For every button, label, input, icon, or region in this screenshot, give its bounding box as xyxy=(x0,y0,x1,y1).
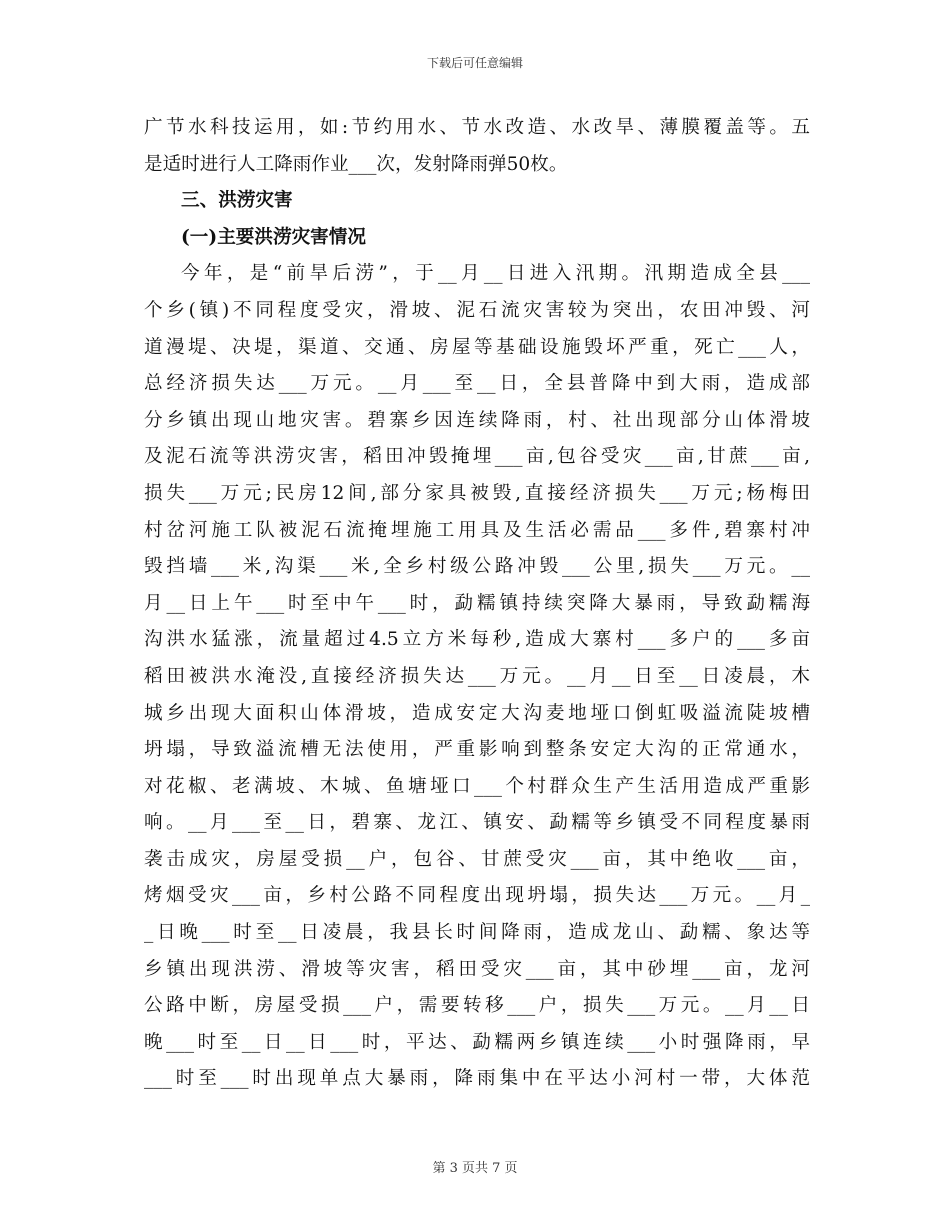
sub-heading: (一)主要洪涝灾害情况 xyxy=(181,226,366,248)
paragraph-line: 晚___时至__日__日___时，平达、勐糯两乡镇连续___小时强降雨，早 xyxy=(144,1031,810,1053)
paragraph-line: 今年，是“前旱后涝”，于__月__日进入汛期。汛期造成全县___ xyxy=(181,263,810,285)
paragraph-line: 村岔河施工队被泥石流掩埋施工用具及生活必需品___多件,碧寨村冲 xyxy=(144,519,810,541)
paragraph-line: 稻田被洪水淹没,直接经济损失达___万元。__月__日至__日凌晨，木 xyxy=(144,665,810,687)
paragraph-line: 总经济损失达___万元。__月___至__日，全县普降中到大雨，造成部 xyxy=(144,373,810,395)
paragraph-line: 坍塌，导致溢流槽无法使用，严重影响到整条安定大沟的正常通水， xyxy=(144,739,810,761)
paragraph-line: 及泥石流等洪涝灾害，稻田冲毁掩埋___亩,包谷受灾___亩,甘蔗___亩, xyxy=(144,446,810,468)
paragraph-line: 月__日上午___时至中午___时，勐糯镇持续突降大暴雨，导致勐糯海 xyxy=(144,592,810,614)
paragraph-line: 烤烟受灾___亩，乡村公路不同程度出现坍塌，损失达___万元。__月_ xyxy=(144,885,810,907)
paragraph-line: 沟洪水猛涨，流量超过4.5立方米每秒,造成大寨村___多户的___多亩 xyxy=(144,629,810,651)
paragraph-line: 公路中断，房屋受损___户，需要转移___户，损失___万元。__月__日 xyxy=(144,995,810,1017)
paragraph-line: 道漫堤、决堤，渠道、交通、房屋等基础设施毁坏严重，死亡___人， xyxy=(144,336,810,358)
paragraph-line: 是适时进行人工降雨作业___次，发射降雨弹50枚。 xyxy=(144,153,568,175)
document-body xyxy=(144,110,810,1098)
paragraph-line: 分乡镇出现山地灾害。碧寨乡因连续降雨，村、社出现部分山体滑坡 xyxy=(144,409,810,431)
paragraph-line: 乡镇出现洪涝、滑坡等灾害，稻田受灾___亩，其中砂埋___亩，龙河 xyxy=(144,958,810,980)
paragraph-line: 城乡出现大面积山体滑坡，造成安定大沟麦地垭口倒虹吸溢流陡坡槽 xyxy=(144,702,810,724)
paragraph-line: 个乡(镇)不同程度受灾，滑坡、泥石流灾害较为突出，农田冲毁、河 xyxy=(144,299,810,321)
paragraph-line: 损失___万元;民房12间,部分家具被毁,直接经济损失___万元;杨梅田 xyxy=(144,482,810,504)
paragraph-line: _日晚___时至__日凌晨，我县长时间降雨，造成龙山、勐糯、象达等 xyxy=(144,922,810,944)
paragraph-line: ___时至___时出现单点大暴雨，降雨集中在平达小河村一带，大体范 xyxy=(144,1068,810,1090)
page-footer: 第 3 页共 7 页 xyxy=(432,1161,518,1176)
paragraph-line: 对花椒、老满坡、木城、鱼塘垭口___个村群众生产生活用造成严重影 xyxy=(144,775,810,797)
section-heading: 三、洪涝灾害 xyxy=(181,190,293,212)
page-header: 下载后可任意编辑 xyxy=(426,56,523,70)
paragraph-line: 响。__月___至__日，碧寨、龙江、镇安、勐糯等乡镇受不同程度暴雨 xyxy=(144,812,810,834)
paragraph-line: 袭击成灾，房屋受损__户，包谷、甘蔗受灾___亩，其中绝收___亩， xyxy=(144,848,810,870)
paragraph-line: 毁挡墙___米,沟渠___米,全乡村级公路冲毁___公里,损失___万元。__ xyxy=(144,556,810,578)
paragraph-line: 广节水科技运用，如:节约用水、节水改造、水改旱、薄膜覆盖等。五 xyxy=(144,117,810,138)
